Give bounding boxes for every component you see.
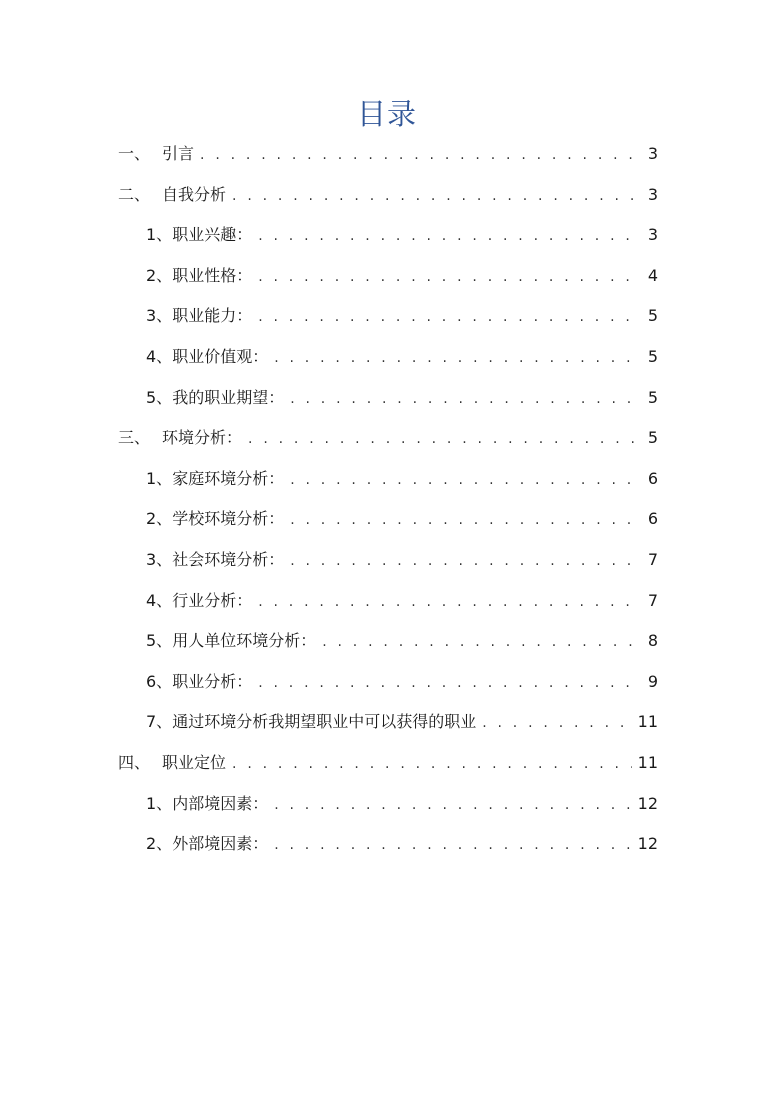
toc-entry-text: 职业能力： <box>172 306 253 326</box>
toc-entry[interactable] <box>146 296 658 336</box>
toc-dot-leader <box>290 500 642 540</box>
toc-entry-text: 职业价值观： <box>172 347 269 366</box>
toc-entry-number: 3、 <box>146 306 173 326</box>
toc-entry[interactable] <box>146 459 658 499</box>
toc-dot-leader <box>274 785 631 825</box>
toc-entry[interactable] <box>118 418 658 458</box>
toc-entry-text: 内部境因素： <box>172 793 269 813</box>
toc-page-number: 5 <box>647 387 658 407</box>
toc-entry-number: 6、 <box>146 671 173 691</box>
toc-entry[interactable] <box>146 378 658 418</box>
toc-dot-leader <box>232 744 632 784</box>
toc-dot-leader <box>258 663 642 703</box>
toc-title: 目录 <box>356 97 417 131</box>
toc-entry-text: 自我分析 <box>162 184 227 204</box>
toc-entry[interactable] <box>146 581 658 621</box>
toc-entry-text: 外部境因素： <box>172 834 269 854</box>
toc-entry-text: 用人单位环境分析： <box>172 631 317 651</box>
toc-page-number: 12 <box>637 834 658 854</box>
toc-entry-text: 职业兴趣： <box>172 225 253 245</box>
toc-page-number: 3 <box>647 144 658 163</box>
toc-entry-number: 2、 <box>146 265 173 285</box>
toc-dot-leader <box>274 338 642 378</box>
toc-page-number: 6 <box>647 509 658 529</box>
toc-entry-number: 1、 <box>146 225 173 245</box>
toc-entry-number: 4、 <box>146 347 173 366</box>
toc-entry-number: 2、 <box>146 834 173 854</box>
toc-entry[interactable] <box>146 824 658 864</box>
toc-page-number: 6 <box>647 468 658 488</box>
toc-entry[interactable] <box>146 621 658 661</box>
toc-entry-number: 1、 <box>146 793 173 813</box>
toc-entry-text: 我的职业期望： <box>172 387 285 407</box>
toc-entry-number: 1、 <box>146 468 173 488</box>
toc-entry[interactable] <box>146 662 658 702</box>
toc-dot-leader <box>482 703 631 743</box>
toc-page-number: 3 <box>647 225 658 245</box>
toc-page-number: 5 <box>647 347 658 366</box>
toc-dot-leader <box>322 622 642 662</box>
toc-entry-text: 职业性格： <box>172 265 253 285</box>
toc-entry-number: 三、 <box>118 428 151 448</box>
toc-entry-text: 引言 <box>162 144 195 163</box>
toc-dot-leader <box>232 176 642 216</box>
toc-page-number: 11 <box>637 753 658 772</box>
toc-page-number: 9 <box>647 671 658 691</box>
toc-page-number: 12 <box>637 793 658 813</box>
toc-entry-text: 社会环境分析： <box>172 550 285 569</box>
toc-entry-text: 职业定位 <box>162 753 227 772</box>
toc-entry-number: 7、 <box>146 712 173 732</box>
toc-dot-leader <box>248 419 642 459</box>
toc-entry-number: 2、 <box>146 509 173 529</box>
toc-entry-text: 通过环境分析我期望职业中可以获得的职业 <box>172 712 477 732</box>
toc-entry-text: 行业分析： <box>172 590 253 610</box>
toc-entry[interactable] <box>146 784 658 824</box>
toc-dot-leader <box>290 460 642 500</box>
toc-entry[interactable] <box>146 499 658 539</box>
toc-entry-text: 学校环境分析： <box>172 509 285 529</box>
toc-entry-number: 5、 <box>146 387 173 407</box>
toc-entry-number: 5、 <box>146 631 173 651</box>
toc-page-number: 8 <box>647 631 658 651</box>
toc-page-number: 3 <box>647 184 658 204</box>
toc-entry[interactable] <box>118 175 658 215</box>
toc-dot-leader <box>274 825 631 865</box>
toc-entry-text: 职业分析： <box>172 671 253 691</box>
toc-dot-leader <box>258 216 642 256</box>
toc-entry[interactable] <box>146 215 658 255</box>
toc-entry-text: 家庭环境分析： <box>172 468 285 488</box>
toc-page-number: 7 <box>647 550 658 569</box>
toc-dot-leader <box>290 379 642 419</box>
toc-entry[interactable] <box>146 256 658 296</box>
toc-entry[interactable] <box>118 743 658 783</box>
toc-entry-number: 四、 <box>118 753 151 772</box>
toc-entry-number: 4、 <box>146 590 173 610</box>
toc-dot-leader <box>258 257 642 297</box>
toc-dot-leader <box>258 297 642 337</box>
toc-page-number: 7 <box>647 590 658 610</box>
toc-dot-leader <box>258 582 642 622</box>
toc-entry-number: 3、 <box>146 550 173 569</box>
toc-entry[interactable] <box>146 540 658 580</box>
toc-dot-leader <box>290 541 642 581</box>
toc-entry-text: 环境分析： <box>162 428 243 448</box>
toc-entry[interactable] <box>146 337 658 377</box>
toc-entry-number: 二、 <box>118 184 151 204</box>
toc-dot-leader <box>200 135 642 175</box>
toc-entry[interactable] <box>118 134 658 174</box>
toc-page-number: 11 <box>637 712 658 732</box>
toc-entry[interactable] <box>146 702 658 742</box>
toc-page-number: 5 <box>647 428 658 448</box>
toc-page-number: 5 <box>647 306 658 326</box>
toc-entry-number: 一、 <box>118 144 151 163</box>
toc-page-number: 4 <box>647 265 658 285</box>
